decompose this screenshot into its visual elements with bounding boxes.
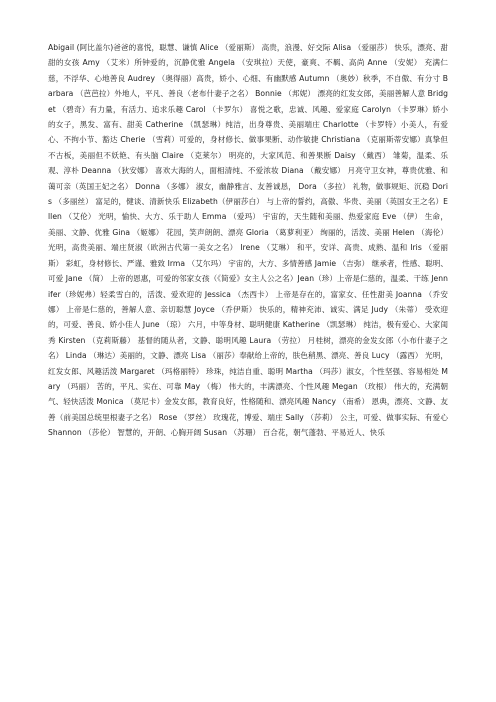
document-page bbox=[48, 40, 448, 441]
name-meanings-paragraph: Abigail (阿比盖尔)爸爸的喜悦，聪慧、谦慎 Alice （爱丽斯） 高贵，浪漫、好交际 Alisa （爱丽莎） 快乐，漂亮、甜甜的女孩 Amy （艾米）所钟爱的，沉静优雅 Angela （安琪拉）天使，豪爽、不羁、高尚 Anne （安妮） 充满仁慈，不浮华、心地善良 Audrey （奥得丽）高贵，娇小、心细、有幽默感 Autumn （奥妙）秋季，不自傲、有分寸 Barbara （芭芭拉）外地人，平凡、善良（老布什妻子之名） Bonnie （邦妮） 漂亮的红发女郎，美丽善解人意 Bridget （碧奇）有力量，有活力、追求乐趣 Carol （卡罗尔） 喜悦之歌，忠诚、风趣、爱家庭 Carolyn （卡罗琳）娇小的女子，黑发、富有、甜美 Catherine （凯瑟琳）纯洁，出身尊贵、美丽端庄 Charlotte （卡罗特）小美人，有爱心、不拘小节、豁达 Cherie （雪莉）可爱的，身材修长、做事果断、动作敏捷 Christiana （克丽斯蒂安娜）真挚但不古板，美丽但不妖艳、有头脑 Claire （克莱尔） 明亮的，大家风范、和善果断 Daisy （戴西） 雏菊，温柔、乐观、淳朴 Deanna （狄安娜） 喜欢大海的人，面相清纯、不爱浓妆 Diana （戴安娜） 月亮守卫女神，尊贵优雅、和蔼可亲（英国王妃之名） Donna （多娜） 淑女，幽静雅言、友善诚恳， Dora （多拉） 礼物，做事规矩、沉稳 Doris （多丽丝） 富足的，健谈、清新快乐 Elizabeth（伊丽莎白） 与上帝的誓约，高傲、华贵、美丽（英国女王之名）Ellen （艾伦） 光明，愉快、大方、乐于助人 Emma （爱玛） 宇宙的，天生随和美丽、热爱家庭 Eve （伊） 生命，美丽、文静、优雅 Gina （姬娜） 花园，笑声朗朗、漂亮 Gloria （葛萝利亚） 绚丽的，活泼、美丽 Helen （海伦） 光明，高贵美丽、端庄贤淑（欧洲古代第一美女之名） Irene （艾琳） 和平，安详、高贵、成熟、温和 Iris （爱丽斯） 彩虹，身材修长、严谨、雅致 Irma （艾尔玛） 宇宙的，大方、多情善感 Jamie （吉弥） 继承者，性感、聪明、可爱 Jane （简） 上帝的恩惠，可爱的邻家女孩（《简爱》女主人公之名）Jean（珍）上帝是仁慈的，温柔、干练 Jennifer（珍妮弗）轻柔雪白的，活泼、爱欢迎的 Jessica （杰西卡） 上帝是存在的，富家女、任性甜美 Joanna （乔安娜） 上帝是仁慈的，善解人意、亲切聪慧 Joyce （乔伊斯） 快乐的，精神充沛、诚实、满足 Judy （朱蒂） 受欢迎的，可爱、善良、娇小佳人 June （琼） 六月，中等身材、聪明健康 Katherine （凯瑟琳） 纯洁，极有爱心、大家闺秀 Kirsten （克莉斯藤） 基督的随从者，文静、聪明风趣 Laura （劳拉） 月桂树，漂亮的金发女郎（小布什妻子之名） Linda （琳达）美丽的，文静、漂亮 Lisa （丽莎）奉献给上帝的，肤色稍黑、漂亮、善良 Lucy （露西） 光明，红发女郎、风趣活泼 Margaret （玛格丽特） 珍珠，纯洁自重、聪明 Martha （玛莎）淑女，个性坚强、容易相处 Mary （玛丽） 苦的，平凡、实在、可靠 May （梅） 伟大的，丰满漂亮、个性风趣 Megan （玫根） 伟大的，充满朝气、轻快活泼 Monica （莫尼卡）金发女郎，教育良好，性格随和、漂亮风趣 Nancy （南希） 恩典，漂亮、文静、友善（前美国总统里根妻子之名） Rose （罗丝） 玫瑰花，博爱、端庄 Sally （莎莉） 公主，可爱、做事实际、有爱心 Shannon （莎伦） 智慧的，开朗、心胸开阔 Susan （苏珊） 百合花，朝气蓬勃、平易近人、快乐 bbox=[48, 43, 449, 438]
